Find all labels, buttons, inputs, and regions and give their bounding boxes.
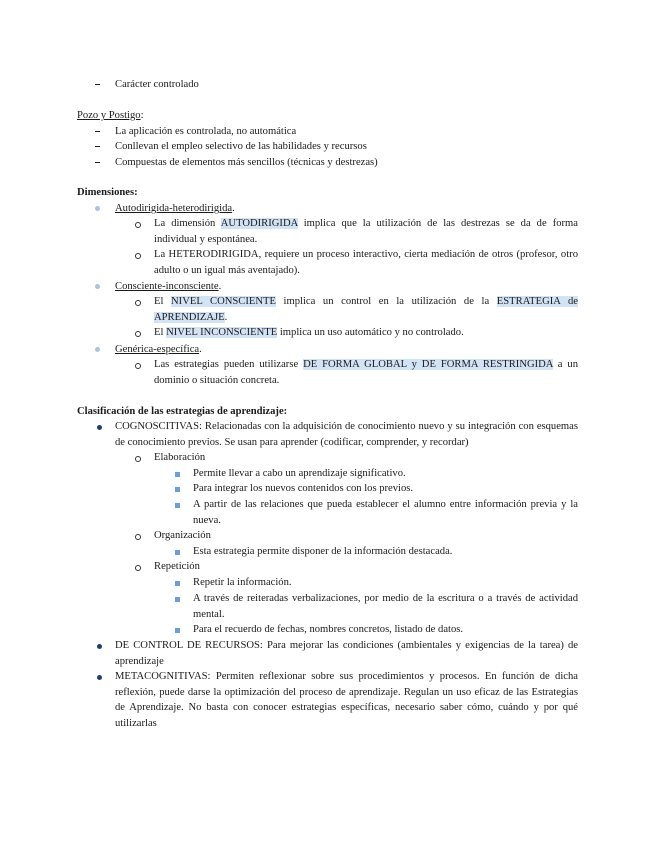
square-bullet xyxy=(175,581,180,586)
list-item: Esta estrategia permite disponer de la información destacada. xyxy=(193,546,453,557)
text-run: El xyxy=(154,327,167,338)
list-item: La aplicación es controlada, no automática xyxy=(115,126,297,137)
list-item: Para el recuerdo de fechas, nombres concretos, listado de datos. xyxy=(193,624,464,635)
dimension-sentence xyxy=(154,357,578,388)
ring-bullet xyxy=(135,363,141,369)
highlight-text: NIVEL INCONSCIENTE xyxy=(166,327,278,338)
bullet-dot xyxy=(95,284,100,289)
dimension-sentence xyxy=(154,294,578,325)
subcategory-title: Organización xyxy=(154,530,211,541)
highlight-text: ESTRATEGIA de APRENDIZAJE xyxy=(154,296,578,323)
square-bullet xyxy=(175,503,180,508)
list-item: Repetir la información. xyxy=(193,577,292,588)
bullet-dot xyxy=(95,347,100,352)
text-run: implica un uso automático y no controlado. xyxy=(277,327,464,338)
category-paragraph: COGNOSCITIVAS: Relacionadas con la adquisición de conocimiento nuevo y su integración con esquemas de conocimiento previos. Se usan para aprender (codificar, comprender, y recordar) xyxy=(115,421,578,448)
bullet-dot xyxy=(95,206,100,211)
dimension-title-dot: . xyxy=(232,203,235,214)
pozo-heading-colon: : xyxy=(140,110,144,121)
text-run: . xyxy=(224,311,228,323)
dimension-title-dot: . xyxy=(218,281,222,292)
dimension-title-text: Consciente-inconsciente xyxy=(115,281,219,292)
text-run: La dimensión xyxy=(154,218,221,229)
dimension-sentence xyxy=(154,216,578,247)
list-item: Carácter controlado xyxy=(115,79,199,90)
subcategory-title: Repetición xyxy=(154,561,200,572)
list-item: Para integrar los nuevos contenidos con los previos. xyxy=(193,483,414,494)
dimension-sentence: La HETERODIRIGIDA, requiere un proceso interactivo, cierta mediación de otros (profesor, otro adulto o un igual más aventajado). xyxy=(154,249,578,276)
ring-bullet xyxy=(135,253,141,259)
ring-bullet xyxy=(135,565,141,571)
ring-bullet xyxy=(135,534,141,540)
subcategory-title: Elaboración xyxy=(154,452,206,463)
dimension-title-text: Autodirigida-heterodirigida xyxy=(115,203,233,214)
square-bullet xyxy=(175,550,180,555)
dash-bullet xyxy=(95,162,100,163)
ring-bullet xyxy=(135,222,141,228)
list-item: A través de reiteradas verbalizaciones, por medio de la escritura o a través de actividad mental. xyxy=(193,593,578,620)
dimension-title-dot: . xyxy=(199,344,202,355)
highlight-text: AUTODIRIGIDA xyxy=(220,218,298,229)
list-item: Permite llevar a cabo un aprendizaje significativo. xyxy=(193,468,406,479)
ring-bullet xyxy=(135,300,141,306)
text-run: Las estrategias pueden utilizarse xyxy=(154,359,304,370)
square-bullet xyxy=(175,628,180,633)
dimension-title xyxy=(115,279,221,295)
text-run: El xyxy=(154,296,172,307)
category-paragraph: DE CONTROL DE RECURSOS: Para mejorar las condiciones (ambientales y exigencias de la tarea) de aprendizaje xyxy=(115,640,578,667)
highlight-text: NIVEL CONSCIENTE xyxy=(171,296,276,307)
bullet-dot xyxy=(97,425,102,430)
bullet-dot xyxy=(97,644,102,649)
dash-bullet xyxy=(95,146,100,147)
pozo-heading-text: Pozo y Postigo xyxy=(77,110,141,121)
dash-bullet xyxy=(95,131,100,132)
bullet-dot xyxy=(97,675,102,680)
square-bullet xyxy=(175,472,180,477)
text-run: a un dominio o situación concreta. xyxy=(154,359,579,386)
text-run: implica un control en la utilización de la xyxy=(275,296,497,307)
dimension-title xyxy=(115,342,202,358)
square-bullet xyxy=(175,487,180,492)
dimensiones-heading: Dimensiones: xyxy=(77,187,138,198)
dash-bullet xyxy=(95,84,100,85)
pozo-heading xyxy=(77,108,144,124)
list-item: A partir de las relaciones que pueda establecer el alumno entre información previa y la nueva. xyxy=(193,499,578,526)
square-bullet xyxy=(175,597,180,602)
clasificacion-heading: Clasificación de las estrategias de aprendizaje: xyxy=(77,406,288,417)
dimension-title-text: Genérica-específica xyxy=(115,344,200,355)
list-item: Conllevan el empleo selectivo de las habilidades y recursos xyxy=(115,141,367,152)
dimension-title xyxy=(115,201,235,217)
list-item: Compuestas de elementos más sencillos (técnicas y destrezas) xyxy=(115,157,378,168)
ring-bullet xyxy=(135,456,141,462)
highlight-text: DE FORMA GLOBAL y DE FORMA RESTRINGIDA xyxy=(303,359,553,370)
dimension-sentence xyxy=(154,325,464,341)
category-paragraph: METACOGNITIVAS: Permiten reflexionar sobre sus procedimientos y procesos. En función de dicha reflexión, puede darse la optimización del proceso de aprendizaje. Regulan un uso eficaz de las Estrategias de Aprendizaje. No basta con conocer estrategias específicas, necesario saber cómo, cuándo y por qué utilizarlas xyxy=(115,671,578,729)
ring-bullet xyxy=(135,331,141,337)
text-run: implica que la utilización de las destrezas se da de forma individual y espontánea. xyxy=(154,218,578,245)
